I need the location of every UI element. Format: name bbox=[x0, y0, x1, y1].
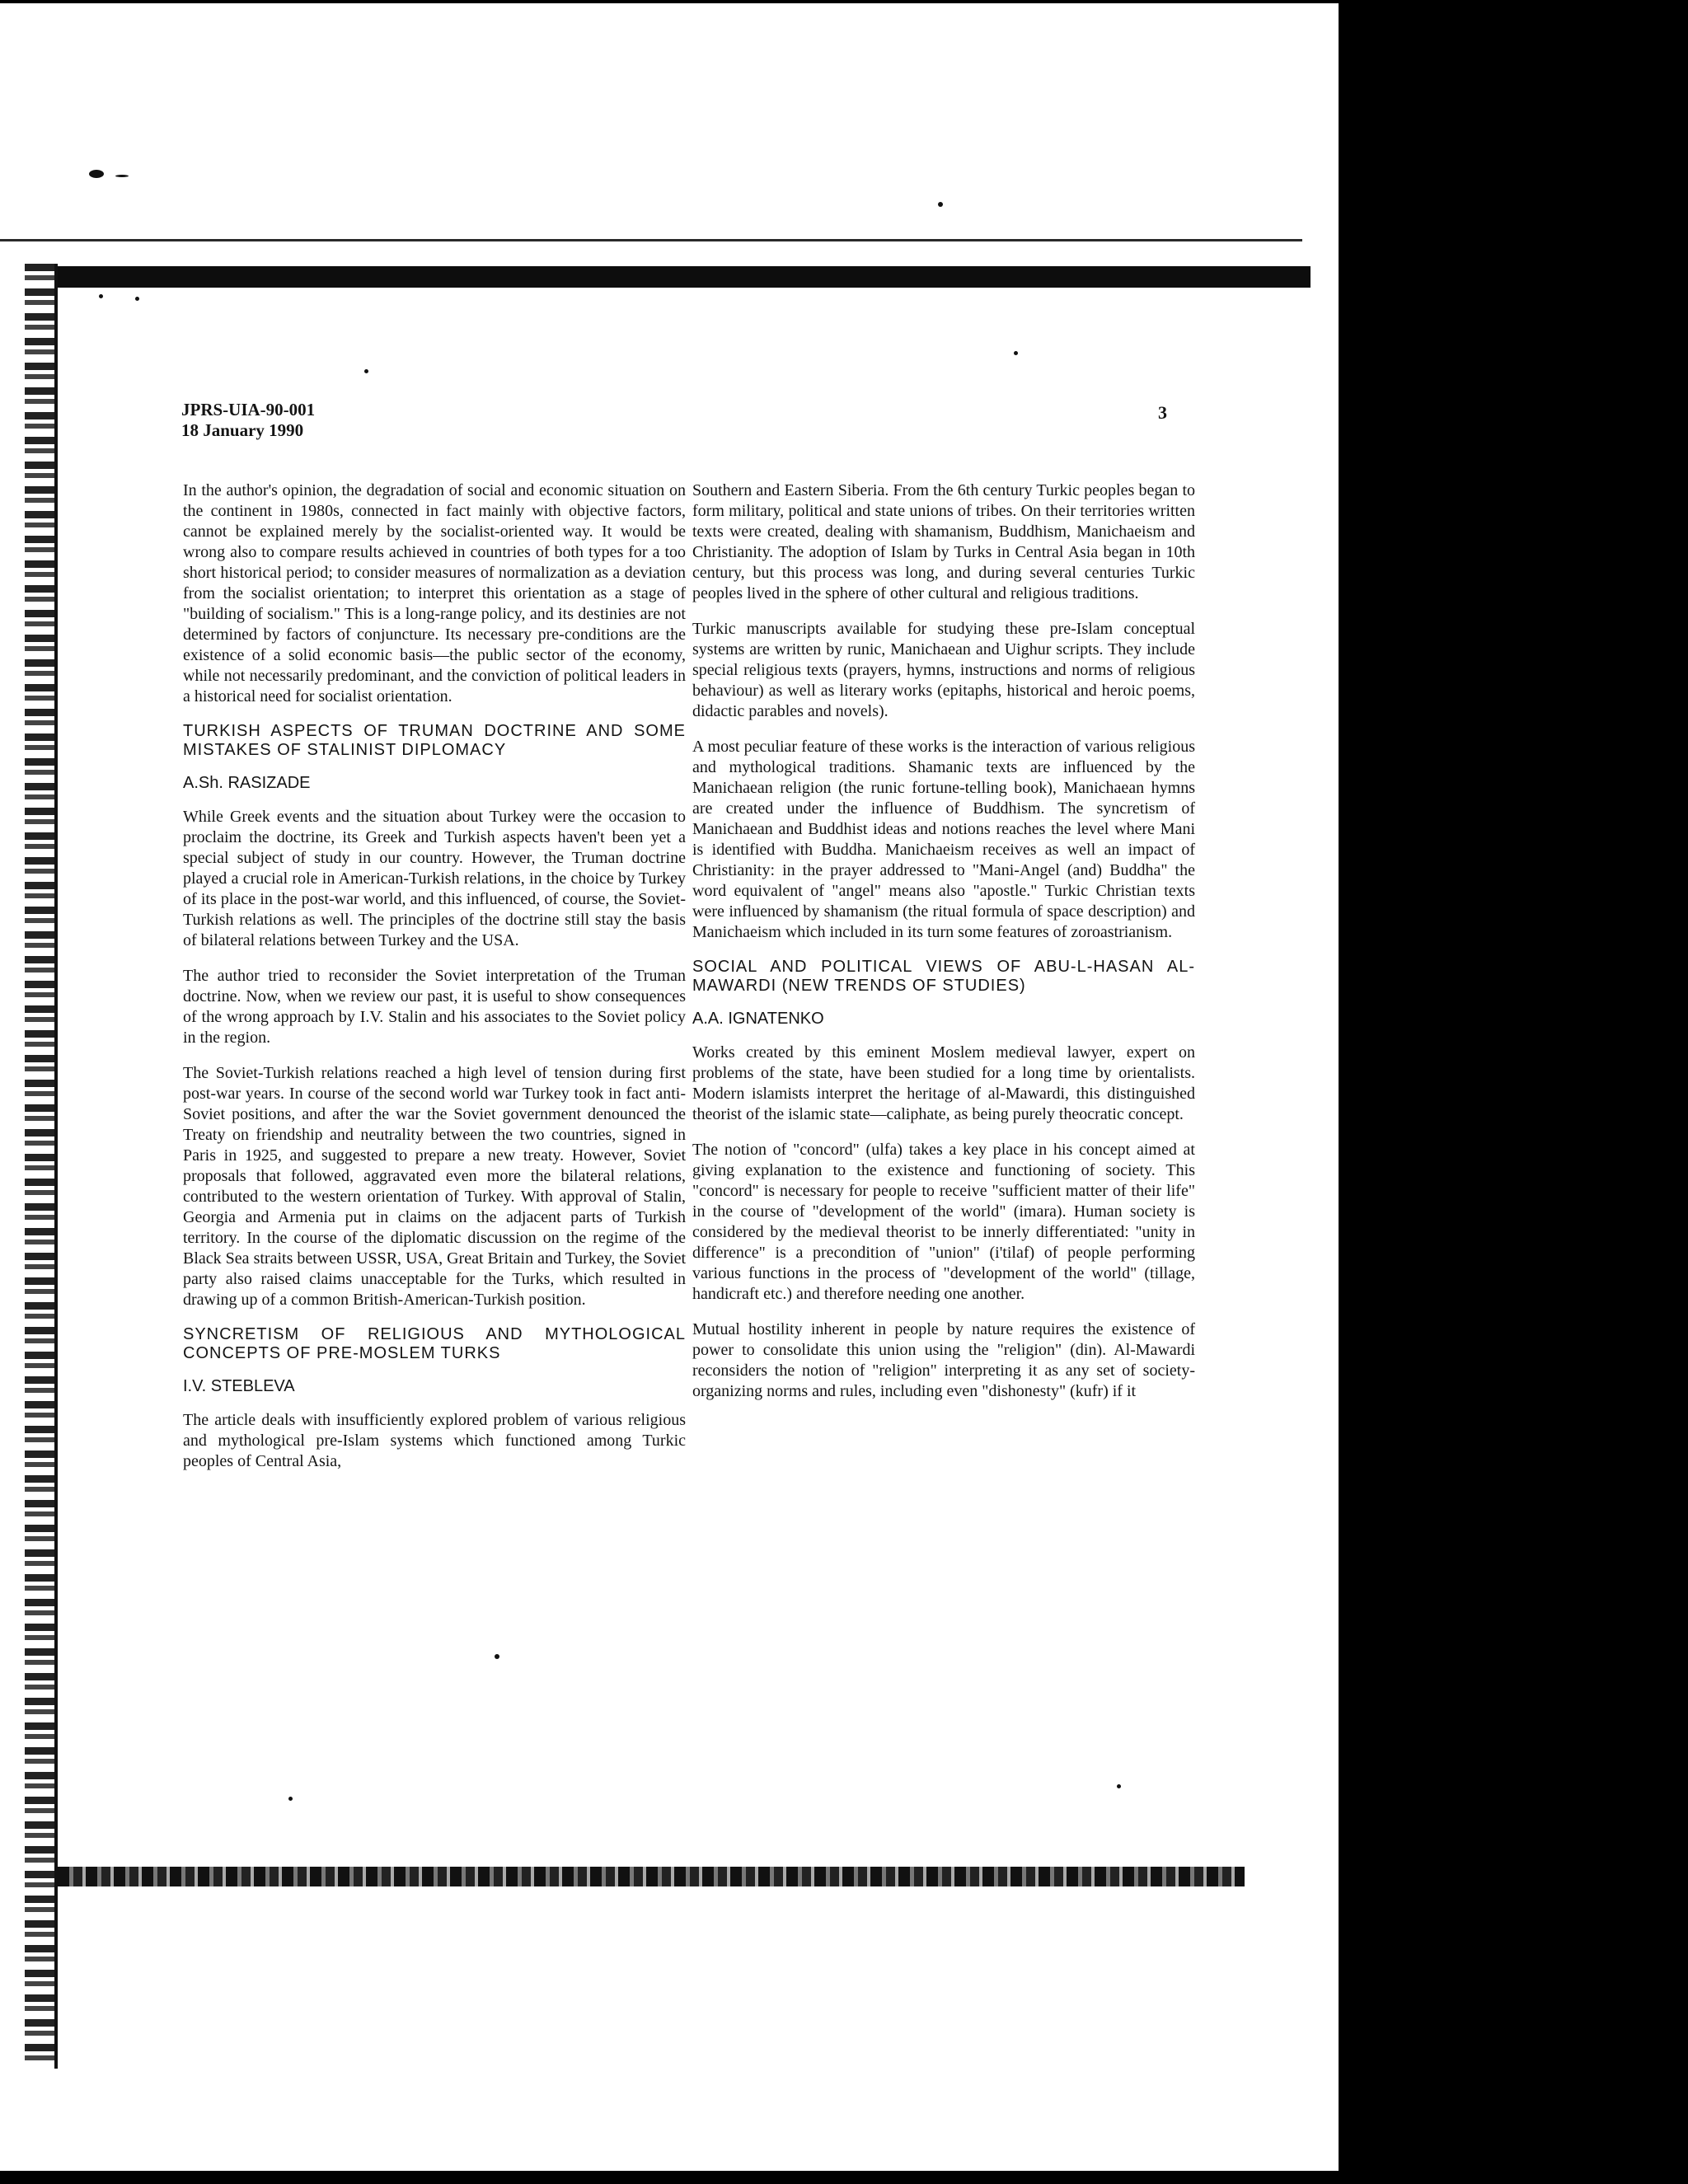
article-paragraph: While Greek events and the situation about Turkey were the occasion to proclaim the doctrine, its Greek and Turkish aspects haven't been yet a special subject of study in our country. However, the Truman doctrine played a crucial role in American-Turkish relations, in the choice by Turkey of its place in the post-war world, and this influenced, of course, the Soviet-Turkish relations as well. The principles of the doctrine still stay the basis of bilateral relations between Turkey and the USA. bbox=[183, 808, 686, 949]
scan-speck bbox=[115, 175, 129, 177]
article-author: I.V. STEBLEVA bbox=[183, 1377, 295, 1395]
right-column bbox=[692, 480, 1195, 1417]
article-title: TURKISH ASPECTS OF TRUMAN DOCTRINE AND SOME MISTAKES OF STALINIST DIPLOMACY bbox=[183, 722, 686, 759]
page-bottom-rule bbox=[58, 1867, 1245, 1886]
page-left-rule bbox=[54, 264, 58, 2069]
article-paragraph: Turkic manuscripts available for studying these pre-Islam conceptual systems are written by runic, Manichaean and Uighur scripts. They include special religious texts (prayers, hymns, instructions and norms of religious behaviour) as well as literary works (epitaphs, historical and heroic poems, didactic parables and novels). bbox=[692, 620, 1195, 720]
page-left-edge-noise bbox=[25, 264, 58, 2069]
scan-right-border bbox=[1339, 0, 1688, 2184]
article-paragraph: The article deals with insufficiently explored problem of various religious and mythological pre-Islam systems which functioned among Turkic peoples of Central Asia, bbox=[183, 1411, 686, 1470]
intro-paragraph: In the author's opinion, the degradation of social and economic situation on the continent in 1980s, connected in fact mainly with objective factors, cannot be explained merely by the socialist-oriented way. It would be wrong also to compare results achieved in countries of both types for a too short historical period; to consider measures of normalization as a deviation from the socialist orientation; to interpret this orientation as a stage of "building of socialism." This is a long-range policy, and its destinies are not determined by factors of conjuncture. Its necessary pre-conditions are the existence of a solid economic basis—the public sector of the economy, while not necessarily predominant, and the conviction of political leaders in a historical need for socialist orientation. bbox=[183, 481, 686, 705]
scan-top-edge bbox=[0, 0, 1339, 3]
scan-speck bbox=[135, 297, 139, 301]
scan-speck bbox=[364, 369, 368, 373]
article-paragraph: A most peculiar feature of these works is the interaction of various religious and mythological traditions. Shamanic texts are influenced by the Manichaean religion (the runic fortune-telling book), Manichaean hymns are created under the influence of Buddhism. The syncretism of Manichaean and Buddhist ideas and notions reaches the level where Mani is identified with Buddha. Manichaeism receives as well an impact of Christianity: in the prayer addressed to "Mani-Angel (and) Buddha" the word equivalent of "angel" means also "apostle." Turkic Christian texts were influenced by shamanism (the ritual formula of space description) and Manichaeism which included in its turn some features of zoroastrianism. bbox=[692, 738, 1195, 941]
scan-speck bbox=[99, 294, 103, 298]
article-paragraph: Mutual hostility inherent in people by nature requires the existence of power to consolidate this union using the "religion" (din). Al-Mawardi reconsiders the notion of "religion" interpreting it as any set of society-organizing norms and rules, including even "dishonesty" (kufr) if it bbox=[692, 1320, 1195, 1400]
scan-speck bbox=[938, 202, 943, 207]
article-paragraph: The Soviet-Turkish relations reached a high level of tension during first post-war years. In course of the second world war Turkey took in fact anti-Soviet positions, and after the war the Soviet government denounced the Treaty on friendship and neutrality between the two countries, signed in Paris in 1925, and suggested to prepare a new treaty. However, Soviet proposals that followed, aggravated even more the bilateral relations, contributed to the western orientation of Turkey. With approval of Stalin, Georgia and Armenia put in claims on the adjacent parts of Turkish territory. In the course of the diplomatic discussion on the regime of the Black Sea straits between USSR, USA, Great Britain and Turkey, the Soviet party also raised claims unacceptable for the Turks, which resulted in drawing up of a common British-American-Turkish position. bbox=[183, 1064, 686, 1309]
scan-speck bbox=[1117, 1784, 1121, 1788]
doc-number: JPRS-UIA-90-001 bbox=[181, 400, 316, 419]
article-paragraph: The author tried to reconsider the Soviet interpretation of the Truman doctrine. Now, when we review our past, it is useful to show consequences of the wrong approach by I.V. Stalin and his associates to the Soviet policy in the region. bbox=[183, 967, 686, 1047]
article-title: SYNCRETISM OF RELIGIOUS AND MYTHOLOGICAL CONCEPTS OF PRE-MOSLEM TURKS bbox=[183, 1325, 686, 1362]
scan-bottom-border bbox=[0, 2171, 1688, 2184]
article-title: SOCIAL AND POLITICAL VIEWS OF ABU-L-HASAN AL-MAWARDI (NEW TRENDS OF STUDIES) bbox=[692, 958, 1195, 995]
scan-fold-line bbox=[0, 239, 1302, 241]
page-number: 3 bbox=[1158, 402, 1167, 423]
doc-date: 18 January 1990 bbox=[181, 420, 304, 440]
article-author: A.A. IGNATENKO bbox=[692, 1010, 824, 1028]
article-paragraph: Works created by this eminent Moslem medieval lawyer, expert on problems of the state, have been studied for a long time by orientalists. Modern islamists interpret the heritage of al-Mawardi, this distinguished theorist of the islamic state—caliphate, as being purely theocratic concept. bbox=[692, 1043, 1195, 1123]
scan-speck bbox=[495, 1654, 499, 1659]
scan-speck bbox=[1014, 351, 1018, 355]
article-paragraph: Southern and Eastern Siberia. From the 6th century Turkic peoples began to form military, political and state unions of tribes. On their territories written texts were created, dealing with shamanism, Buddhism, Manichaeism and Christianity. The adoption of Islam by Turks in Central Asia began in 10th century, but this process was long, and during several centuries Turkic peoples lived in the sphere of other cultural and religious traditions. bbox=[692, 481, 1195, 602]
scan-speck bbox=[89, 170, 104, 178]
left-column bbox=[183, 480, 686, 1487]
article-author: A.Sh. RASIZADE bbox=[183, 774, 311, 792]
document-header bbox=[181, 400, 315, 441]
page-top-rule bbox=[58, 266, 1311, 288]
article-paragraph: The notion of "concord" (ulfa) takes a key place in his concept aimed at giving explanation to the existence and functioning of society. This "concord" is necessary for people to receive "sufficient matter of their life" in the course of "development of the world" (imara). Human society is considered by the medieval theorist to be innerly differentiated: "unity in difference" is a precondition of "union" (i'tilaf) of people performing various functions in the process of "development of the world" (tillage, handicraft etc.) and therefore needing one another. bbox=[692, 1141, 1195, 1303]
scan-speck bbox=[288, 1797, 293, 1801]
